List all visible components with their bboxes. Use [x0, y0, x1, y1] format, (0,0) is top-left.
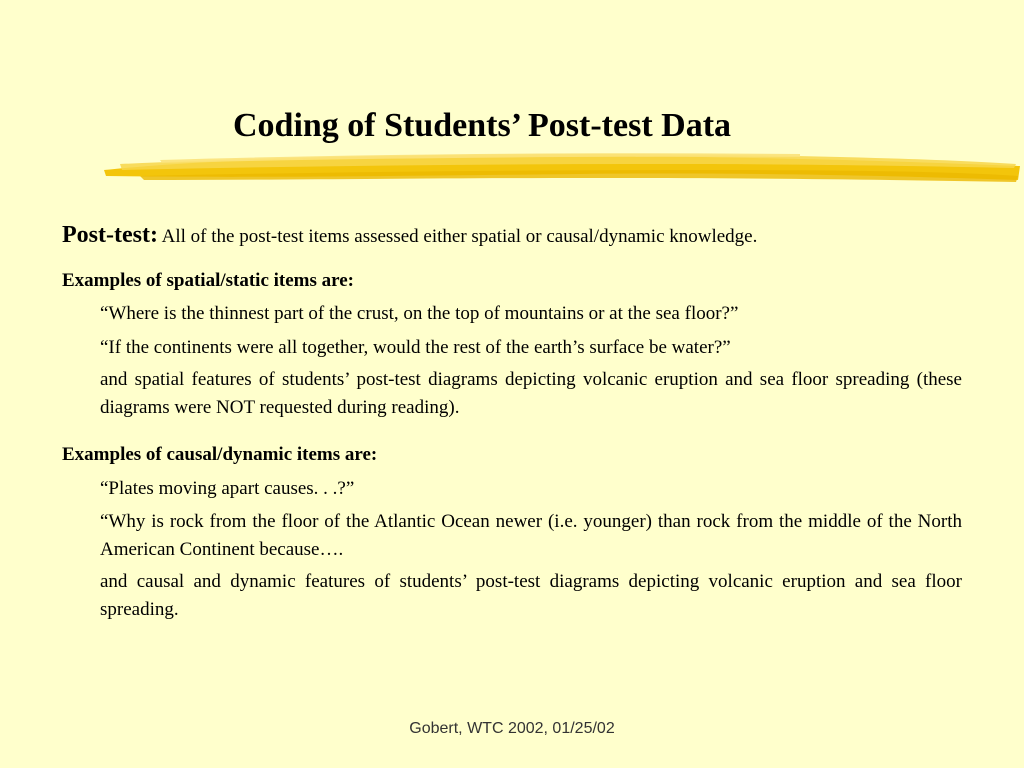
spatial-item: “If the continents were all together, would the rest of the earth’s surface be water?” [100, 337, 731, 358]
footer [0, 720, 1024, 738]
spatial-item: “Where is the thinnest part of the crust, on the top of mountains or at the sea floor?” [100, 303, 739, 324]
causal-item: and causal and dynamic features of students’ post-test diagrams depicting volcanic eruption and sea floor spreading. [100, 571, 962, 620]
spatial-heading: Examples of spatial/static items are: [62, 270, 354, 291]
causal-item: “Plates moving apart causes. . .?” [100, 478, 355, 499]
intro-paragraph [62, 220, 972, 252]
slide-title: Coding of Students’ Post-test Data [232, 107, 732, 144]
causal-heading: Examples of causal/dynamic items are: [62, 444, 378, 465]
footer-text: Gobert, WTC 2002, 01/25/02 [409, 720, 615, 737]
spatial-item: and spatial features of students’ post-test diagrams depicting volcanic eruption and sea floor spreading (these diagrams were NOT requested during reading). [100, 369, 962, 418]
intro-text: All of the post-test items assessed either spatial or causal/dynamic knowledge. [161, 226, 758, 247]
intro-lead: Post-test: [62, 222, 158, 248]
causal-item: “Why is rock from the floor of the Atlantic Ocean newer (i.e. younger) than rock from the middle of the North American Continent because…. [100, 511, 962, 560]
brush-stroke-underline [100, 146, 1024, 190]
